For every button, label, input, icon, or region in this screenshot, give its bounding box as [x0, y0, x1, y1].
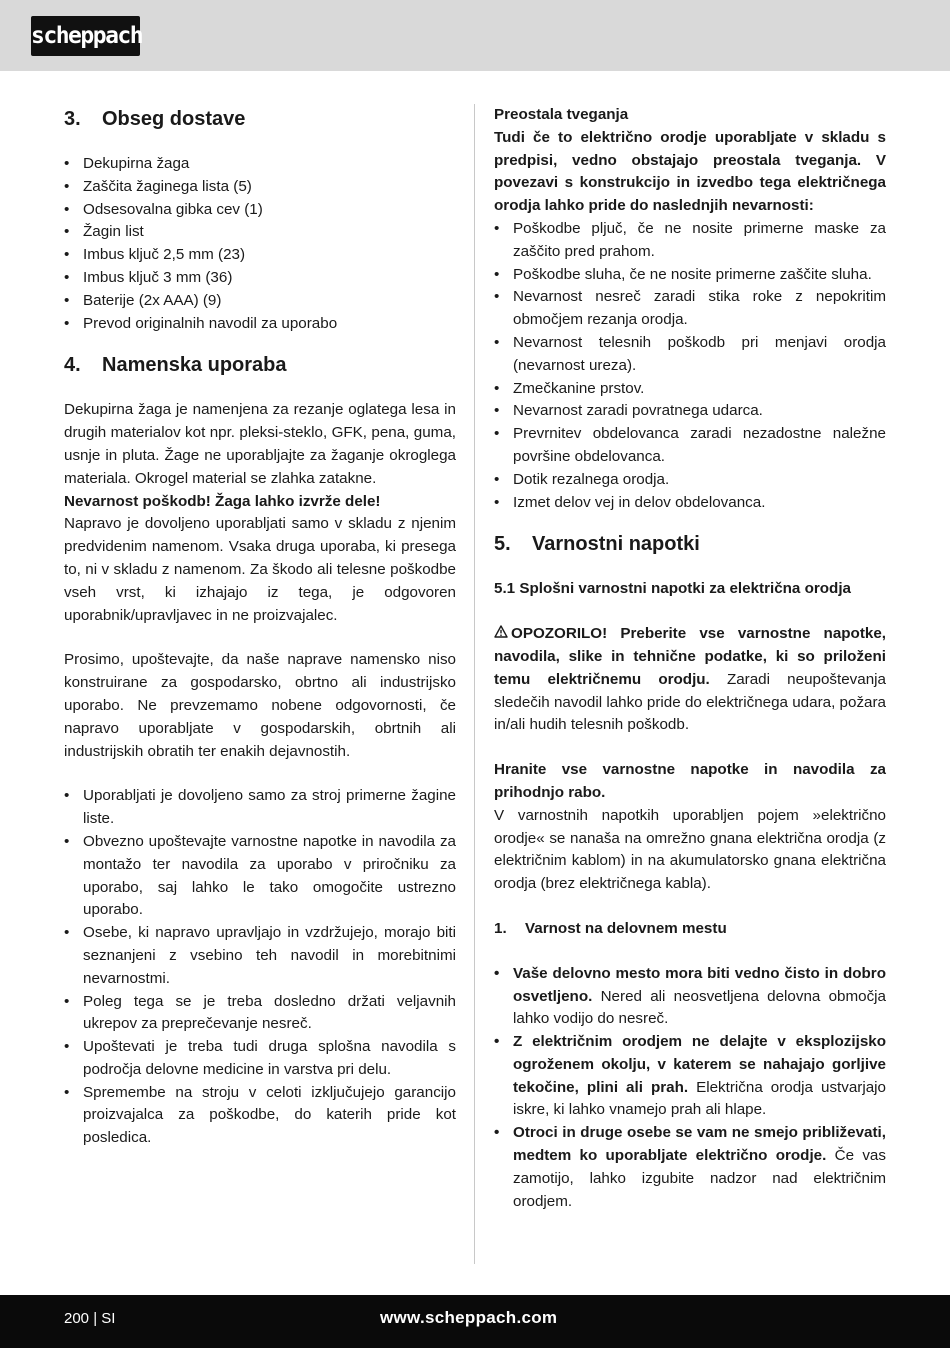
- keep-instructions: Hranite vse varnostne napotke in navodila za prihodnjo rabo. V varnostnih napotkih uporabljen pojem »električno orodje« se nanaša na omrežno gnana električna orodja (z električnim kablom) in na akumulatorsko gnana električna orodja (brez električnega kabla).: [494, 761, 886, 893]
- section-4-heading: 4. Namenska uporaba: [64, 354, 287, 377]
- list-item: • Osebe, ki napravo upravljajo in vzdržujejo, morajo biti seznanjeni z vsebino teh navodil in morebitnimi nevarnostmi.: [64, 922, 456, 990]
- list-item: • Prevrnitev obdelovanca zaradi nezadostne naležne površine obdelovanca.: [494, 423, 886, 469]
- delivery-list: [64, 153, 456, 335]
- page-footer: [0, 1295, 950, 1348]
- list-item: • Izmet delov vej in delov obdelovanca.: [494, 492, 886, 515]
- injury-warning: Nevarnost poškodb! Žaga lahko izvrže dele!: [64, 492, 381, 510]
- list-item: • Žagin list: [64, 221, 456, 244]
- list-item: • Dekupirna žaga: [64, 153, 456, 176]
- list-item: • Poškodbe sluha, če ne nosite primerne zaščite sluha.: [494, 264, 886, 287]
- list-item: • Odsesovalna gibka cev (1): [64, 199, 456, 222]
- website-link[interactable]: www.scheppach.com: [380, 1308, 558, 1327]
- list-item: • Poškodbe pljuč, če ne nosite primerne maske za zaščito pred prahom.: [494, 218, 886, 264]
- list-item: • Z električnim orodjem ne delajte v eksplozijsko ogroženem okolju, v katerem se nahajajo gorljive tekočine, plini ali prah. Električna orodja ustvarjajo iskre, ki lahko vnamejo prah ali hlape.: [494, 1031, 886, 1122]
- list-item: • Upoštevati je treba tudi druga splošna navodila s področja delovne medicine in varstva pri delu.: [64, 1036, 456, 1082]
- right-column: [494, 104, 886, 1213]
- commercial-use-note: Prosimo, upoštevajte, da naše naprave namensko niso konstruirane za gospodarsko, obrtno ali industrijsko uporabo. Ne prevzemamo nobene odgovornosti, če napravo uporabljate v gospodarskih, obrtnih ali industrijskih obratih ter enakih dejavnostih.: [64, 651, 456, 760]
- list-item: • Vaše delovno mesto mora biti vedno čisto in dobro osvetljeno. Nered ali neosvetljena delovna območja lahko vodijo do nesreč.: [494, 963, 886, 1031]
- residual-risks-intro: Tudi če to električno orodje uporabljate v skladu s predpisi, vedno obstajajo preostala tveganja. V povezavi s konstrukcijo in izvedbo tega električnega orodja lahko pride do naslednjih nevarnosti:: [494, 128, 886, 215]
- list-item: • Imbus ključ 2,5 mm (23): [64, 244, 456, 267]
- list-item: • Prevod originalnih navodil za uporabo: [64, 313, 456, 336]
- section-3-heading: 3. Obseg dostave: [64, 108, 246, 130]
- page-number: 200 | SI: [64, 1310, 116, 1327]
- list-item: • Nevarnost nesreč zaradi stika roke z nepokritim območjem rezanja orodja.: [494, 286, 886, 332]
- list-item: • Nevarnost telesnih poškodb pri menjavi orodja (nevarnost ureza).: [494, 332, 886, 378]
- list-item: • Poleg tega se je treba dosledno držati veljavnih ukrepov za preprečevanje nesreč.: [64, 991, 456, 1037]
- usage-rules-list: [64, 785, 456, 1150]
- list-item: • Obvezno upoštevajte varnostne napotke in navodila za montažo ter navodila za uporabo v priročniku za uporabo, saj lahko le tako omogočite ustrezno uporabo.: [64, 831, 456, 922]
- left-column: [64, 104, 456, 1150]
- list-item: • Baterije (2x AAA) (9): [64, 290, 456, 313]
- section-5-heading: 5. Varnostni napotki: [494, 533, 700, 556]
- list-item: • Zaščita žaginega lista (5): [64, 176, 456, 199]
- list-item: • Uporabljati je dovoljeno samo za stroj primerne žagine liste.: [64, 785, 456, 831]
- scheppach-logo: scheppach: [31, 16, 140, 56]
- page-header: [0, 0, 950, 71]
- workplace-safety-list: [494, 963, 886, 1214]
- residual-risks-list: [494, 218, 886, 514]
- section-5-1-heading: 5.1 Splošni varnostni napotki za električna orodja: [494, 580, 852, 598]
- list-item: • Otroci in druge osebe se vam ne smejo približevati, medtem ko uporabljate električno orodje. Če vas zamotijo, lahko izgubite nadzor nad električnim orodjem.: [494, 1122, 886, 1213]
- intended-use-paragraph: Dekupirna žaga je namenjena za rezanje oglatega lesa in drugih materialov kot npr. pleksi-steklo, GFK, pena, guma, usnje in pluta. Žage ne uporabljajte za žaganje okroglega materiala. Okrogel material se zlahka zataknе.: [64, 401, 456, 487]
- residual-risks-heading: Preostala tveganja: [494, 106, 629, 123]
- warning-triangle-icon: [494, 623, 511, 646]
- column-divider: [474, 104, 475, 1264]
- list-item: • Imbus ključ 3 mm (36): [64, 267, 456, 290]
- workplace-safety-heading: 1. Varnost na delovnem mestu: [494, 919, 727, 937]
- intended-use-responsibility: Napravo je dovoljeno uporabljati samo v skladu z njenim predvidenim namenom. Vsaka druga uporaba, ki presega to, ni v skladu z namenom. Za škodo ali telesne poškodbe vseh vrst, ki izhajajo iz tega, je odgovoren uporabnik/upravljavec in ne proizvajalec.: [64, 515, 456, 624]
- list-item: • Zmečkanine prstov.: [494, 378, 886, 401]
- list-item: • Dotik rezalnega orodja.: [494, 469, 886, 492]
- list-item: • Nevarnost zaradi povratnega udarca.: [494, 400, 886, 423]
- list-item: • Spremembe na stroju v celoti izključujejo garancijo proizvajalca za poškodbe, do katerih pride kot posledica.: [64, 1082, 456, 1150]
- general-warning: OPOZORILO! Preberite vse varnostne napotke, navodila, slike in tehnične podatke, ki so priloženi temu električnemu orodju. Zaradi neupoštevanja sledečih navodil lahko pride do električnega udara, požara in/ali hudih telesnih poškodb.: [494, 625, 886, 734]
